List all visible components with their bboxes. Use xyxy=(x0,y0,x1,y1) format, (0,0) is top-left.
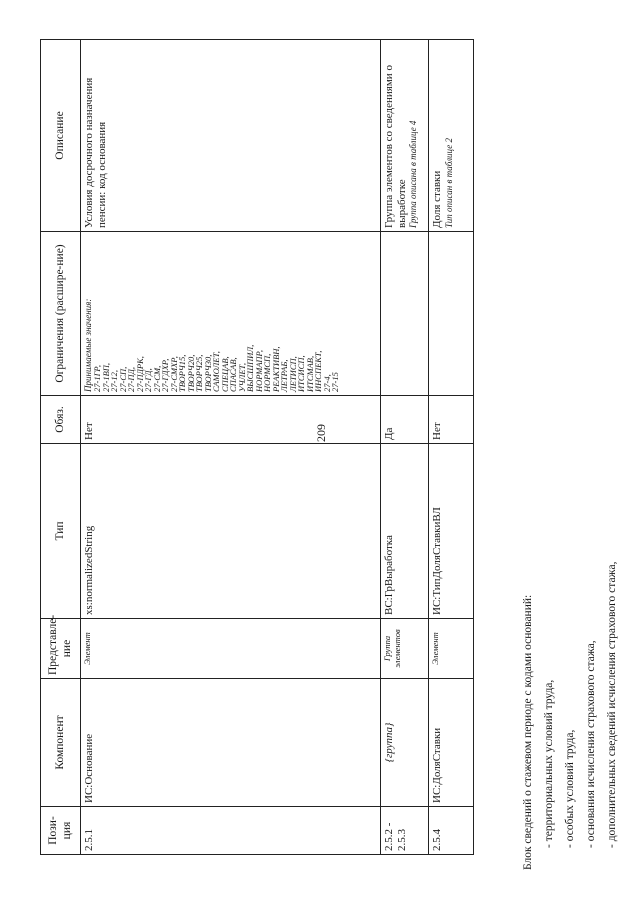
cell-type: ВС:ГрВыработка xyxy=(381,444,429,619)
cell-restrictions xyxy=(429,232,474,396)
cell-component: {группа} xyxy=(381,679,429,807)
restriction-value: 27-15 xyxy=(330,372,341,392)
restriction-value: 27-ПДРК, xyxy=(134,356,145,392)
specification-table xyxy=(40,39,474,855)
cell-description xyxy=(381,40,429,232)
restriction-value: ТВОРЧ25, xyxy=(194,354,205,392)
table-header-row xyxy=(41,40,81,855)
header-component: Компонент xyxy=(41,679,81,807)
restriction-value: ИТСМАВ, xyxy=(304,355,315,392)
restriction-value: 27-СМХР, xyxy=(168,356,179,392)
restriction-value: ВЫСШПИЛ, xyxy=(245,344,256,392)
restriction-value: 27-12, xyxy=(109,370,120,392)
cell-required: Нет xyxy=(81,396,381,444)
cell-restrictions xyxy=(381,232,429,396)
header-position: Пози-ция xyxy=(41,807,81,855)
restriction-value: СПЕЦАВ, xyxy=(219,356,230,392)
cell-required: Нет xyxy=(429,396,474,444)
restriction-value: НОРМСП, xyxy=(262,353,273,392)
restriction-value: 27-1ГР, xyxy=(92,365,103,392)
post-table-text xyxy=(518,480,623,870)
restriction-value: УЧЛЕТ, xyxy=(236,363,247,392)
header-restrictions: Ограничения (расшире-ние) xyxy=(41,232,81,396)
cell-position: 2.5.2 - 2.5.3 xyxy=(381,807,429,855)
restriction-value: ТВОРЧ20, xyxy=(185,354,196,392)
rotated-table-sheet xyxy=(40,40,473,855)
cell-representation: Элемент xyxy=(429,619,474,679)
restriction-value: 27-4, xyxy=(321,374,332,392)
restriction-value: 27-1ВП, xyxy=(100,362,111,392)
header-representation: Представле-ние xyxy=(41,619,81,679)
cell-component: ИС:Основание xyxy=(81,679,381,807)
restriction-value: ИТСИСП, xyxy=(296,355,307,392)
list-item: - особых условий труда, xyxy=(564,729,576,848)
table-row xyxy=(81,40,381,855)
restriction-value: 27-ГДХР, xyxy=(160,358,171,392)
list-item: - основания исчисления страхового стажа, xyxy=(585,640,597,848)
description-note: Группа описана в таблице 4 xyxy=(408,120,419,228)
intro-paragraph: Блок сведений о стажевом периоде с кодами оснований: xyxy=(522,594,534,870)
cell-representation: Группа элементов xyxy=(381,619,429,679)
restriction-value: ЛЕТРАБ, xyxy=(279,359,290,392)
cell-type: xs:normalizedString xyxy=(81,444,381,619)
restriction-value: СПАСАВ, xyxy=(228,357,239,392)
restrictions-title: Принимаемые значения: xyxy=(83,298,93,392)
header-type: Тип xyxy=(41,444,81,619)
table-row xyxy=(381,40,429,855)
description-note: Тип описан в таблице 2 xyxy=(443,138,454,228)
header-required: Обяз. xyxy=(41,396,81,444)
restriction-value: РЕАКТИВН, xyxy=(270,346,281,392)
restriction-value: ТВОРЧ15, xyxy=(177,354,188,392)
restriction-value: ИНСПЕКТ, xyxy=(313,350,324,392)
restrictions-values-list xyxy=(93,235,340,392)
cell-description xyxy=(81,40,381,232)
restriction-value: 27-ПД, xyxy=(126,366,137,392)
restriction-value: 27-СМ, xyxy=(151,365,162,392)
cell-required: Да xyxy=(381,396,429,444)
cell-restrictions xyxy=(81,232,381,396)
restriction-value: ЛЕТИСП, xyxy=(287,356,298,392)
restriction-value: НОРМАПР, xyxy=(253,349,264,392)
cell-representation: Элемент xyxy=(81,619,381,679)
restriction-value: 27-ГД, xyxy=(143,368,154,392)
description-text: Доля ставки xyxy=(431,170,443,228)
list-item: - дополнительных сведений исчисления страхового стажа, xyxy=(606,561,618,848)
cell-type: ИС:ТипДоляСтавкиВЛ xyxy=(429,444,474,619)
restriction-value: САМОЛЕТ, xyxy=(211,351,222,392)
restriction-value: ТВОРЧ30, xyxy=(202,354,213,392)
restriction-value: 27-СП, xyxy=(117,366,128,392)
description-text: Условия досрочного назначения пенсии: код основания xyxy=(83,77,108,228)
table-row xyxy=(429,40,474,855)
header-description: Описание xyxy=(41,40,81,232)
cell-position: 2.5.4 xyxy=(429,807,474,855)
cell-description xyxy=(429,40,474,232)
page-number: 209 xyxy=(314,424,328,442)
description-text: Группа элементов со сведениями о выработке xyxy=(383,65,408,228)
cell-component: ИС:ДоляСтавки xyxy=(429,679,474,807)
cell-position: 2.5.1 xyxy=(81,807,381,855)
list-item: - территориальных условий труда, xyxy=(543,679,555,848)
